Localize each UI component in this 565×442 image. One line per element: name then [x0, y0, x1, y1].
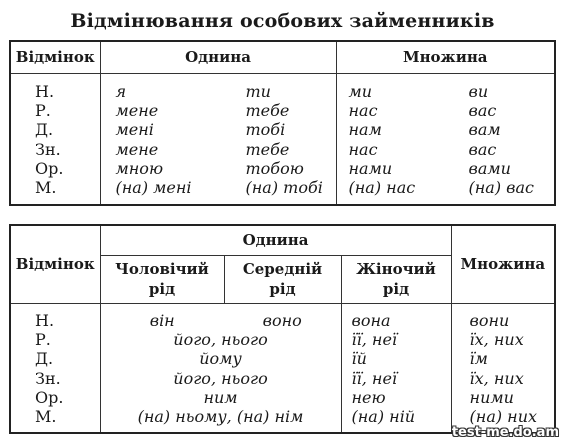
masculine-nominative: він — [149, 310, 175, 330]
form-cell: (на) ній — [351, 407, 416, 427]
header-neuter-line1: Середній — [242, 260, 323, 278]
pronoun-table-third-person — [9, 224, 556, 434]
form-cell: я — [115, 81, 127, 101]
case-dative: Д. — [35, 349, 54, 369]
plural-cell — [336, 73, 555, 205]
form-cell: тебе — [245, 100, 290, 120]
case-instrumental: Ор. — [35, 159, 64, 179]
second-person-singular-column — [246, 82, 323, 198]
table-header-row — [10, 225, 555, 255]
masculine-neuter-cell — [100, 303, 341, 433]
header-feminine — [341, 255, 451, 303]
form-cell: ми — [348, 81, 373, 101]
first-person-singular-column — [101, 82, 246, 198]
first-person-plural-column — [337, 82, 469, 198]
case-genitive: Р. — [35, 329, 51, 349]
form-cell: ти — [245, 81, 271, 101]
header-neuter — [224, 255, 341, 303]
form-cell: нас — [348, 139, 378, 159]
form-cell: тобою — [245, 159, 304, 179]
header-feminine-line2: рід — [382, 280, 410, 298]
header-case: Відмінок — [10, 41, 100, 73]
form-cell: вона — [351, 310, 391, 330]
second-person-plural-column — [469, 82, 534, 198]
form-cell: тебе — [245, 139, 290, 159]
form-cell: (на) нас — [348, 178, 416, 198]
header-neuter-line2: рід — [269, 280, 296, 298]
feminine-cell — [341, 303, 451, 433]
page-title: Відмінювання особових займенників — [70, 10, 495, 32]
form-cell: (на) мені — [115, 178, 192, 198]
case-accusative: Зн. — [35, 139, 61, 159]
form-cell: ними — [469, 388, 514, 408]
header-plural: Множина — [336, 41, 555, 73]
table-body-row — [10, 303, 555, 433]
watermark: test-me.do.am — [451, 425, 559, 440]
pronoun-table-personal — [9, 40, 556, 206]
form-cell: їх, них — [469, 329, 524, 349]
neuter-nominative: воно — [262, 310, 302, 330]
case-nominative: Н. — [35, 310, 55, 330]
form-cell: (на) них — [469, 407, 538, 427]
header-singular: Однина — [100, 41, 336, 73]
form-cell: їх, них — [469, 368, 524, 388]
form-cell: йому — [199, 349, 242, 369]
form-cell: нас — [348, 100, 378, 120]
form-cell: її, неї — [351, 368, 398, 388]
form-cell: їм — [469, 349, 488, 369]
header-singular: Однина — [100, 225, 451, 255]
form-cell: (на) вас — [468, 178, 534, 198]
singular-cell — [100, 73, 336, 205]
form-cell: нею — [351, 388, 386, 408]
form-cell: вам — [468, 120, 501, 140]
table-header-row — [10, 41, 555, 73]
form-cell: йогo, нього — [173, 368, 268, 388]
header-case: Відмінок — [10, 225, 100, 303]
table-body-row — [10, 73, 555, 205]
case-column — [10, 303, 100, 433]
case-accusative: Зн. — [35, 368, 61, 388]
header-feminine-line1: Жіночий — [356, 260, 436, 278]
header-masculine — [100, 255, 224, 303]
form-cell: вас — [468, 139, 497, 159]
header-plural: Множина — [451, 225, 555, 303]
form-cell: ним — [203, 388, 238, 408]
form-cell: мною — [115, 159, 164, 179]
form-cell: його, нього — [173, 329, 268, 349]
form-cell: (на) ньому, (на) нім — [137, 407, 304, 427]
header-masculine-line1: Чоловічий — [115, 260, 209, 278]
case-locative: М. — [35, 407, 57, 427]
case-column — [10, 73, 100, 205]
form-cell: ви — [468, 81, 489, 101]
form-cell: вони — [469, 310, 510, 330]
form-cell: вами — [468, 159, 511, 179]
form-cell: її, неї — [351, 329, 398, 349]
case-nominative: Н. — [35, 81, 55, 101]
form-cell: тобі — [245, 120, 286, 140]
form-cell: (на) тобі — [245, 178, 323, 198]
case-locative: М. — [35, 178, 57, 198]
nominative-row — [101, 311, 341, 330]
form-cell: їй — [351, 349, 367, 369]
form-cell: вас — [468, 100, 497, 120]
header-masculine-line2: рід — [148, 280, 176, 298]
form-cell: нами — [348, 159, 393, 179]
case-dative: Д. — [35, 120, 54, 140]
plural-cell — [451, 303, 555, 433]
case-genitive: Р. — [35, 100, 51, 120]
form-cell: мене — [115, 100, 159, 120]
form-cell: мені — [115, 120, 154, 140]
case-instrumental: Ор. — [35, 388, 64, 408]
form-cell: нам — [348, 120, 382, 140]
form-cell: мене — [115, 139, 159, 159]
